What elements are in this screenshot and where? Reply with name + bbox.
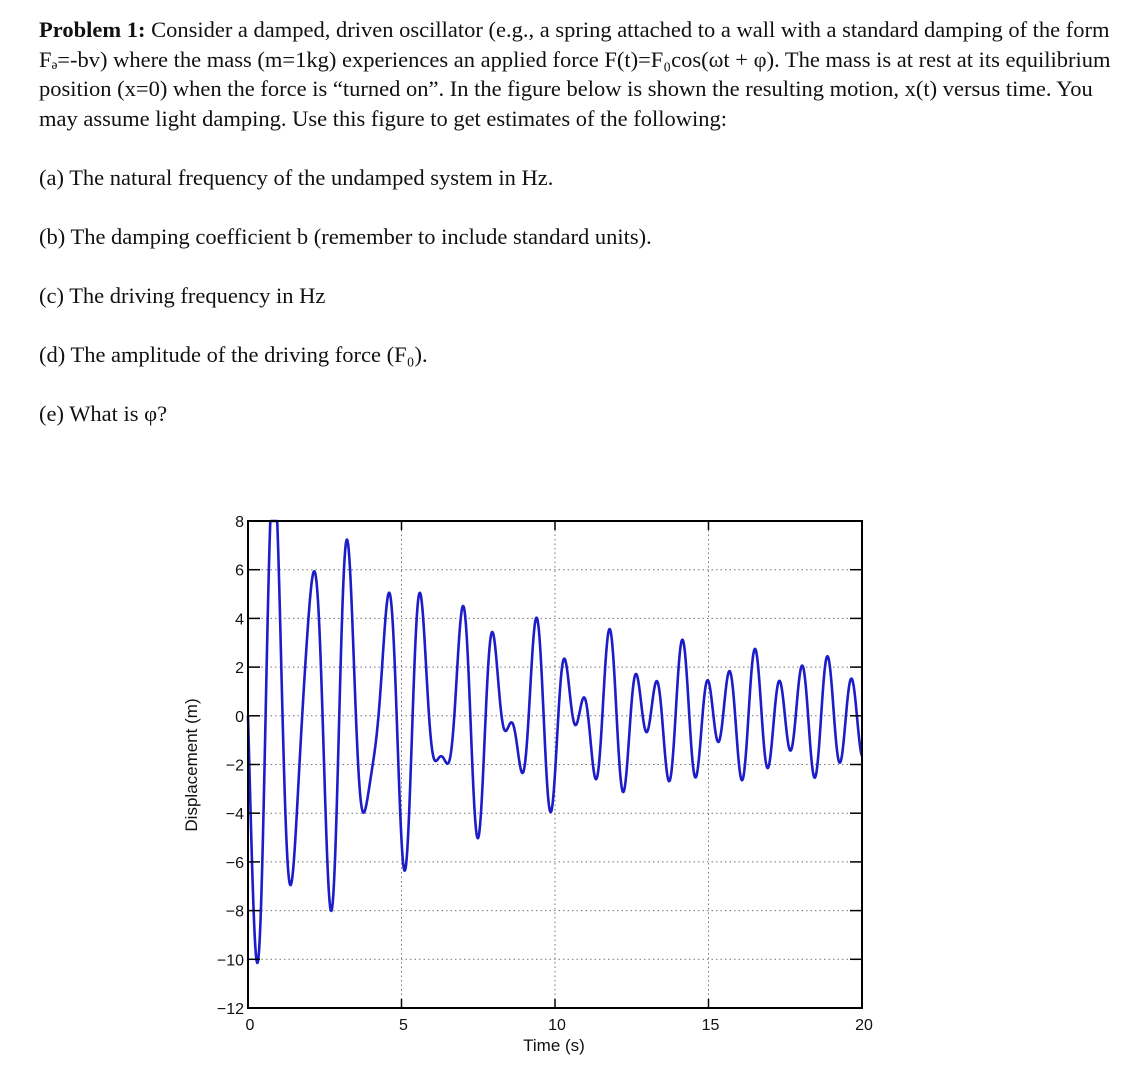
y-tick-label: 2 (235, 660, 244, 678)
x-tick-label: 20 (855, 1017, 873, 1034)
y-tick-label: 0 (235, 708, 244, 726)
y-axis-label: Displacement (m) (182, 698, 201, 832)
y-tick-label: 8 (235, 514, 244, 531)
question-e: (e) What is φ? (39, 401, 168, 426)
y-tick-label: −8 (225, 903, 244, 921)
chart-ticks (217, 514, 873, 1034)
problem-statement: Consider a damped, driven oscillator (e.g., a spring attached to a wall with a standard damping of the form Fₔ=-bv) where the mass (m=1kg) experiences an applied force F(t)=F₀cos(ωt + φ). The mass is at rest at its equilibrium position (x=0) when the force is “turned on”. In the figure below is shown the resulting motion, x(t) versus time. You may assume light damping. Use this figure to get estimates of the following: (39, 17, 1111, 131)
question-a: (a) The natural frequency of the undamped system in Hz. (39, 165, 554, 190)
question-d: (d) The amplitude of the driving force (F₀). (39, 342, 428, 367)
x-tick-label: 0 (245, 1017, 255, 1034)
y-tick-label: −4 (225, 806, 244, 824)
y-tick-label: 6 (235, 562, 244, 580)
problem-label: Problem 1: (39, 17, 146, 42)
y-tick-label: −6 (225, 854, 244, 872)
y-tick-label: 4 (235, 611, 244, 629)
x-tick-label: 10 (548, 1017, 566, 1034)
x-tick-label: 15 (701, 1017, 720, 1034)
question-c: (c) The driving frequency in Hz (39, 283, 326, 308)
x-axis-label: Time (s) (523, 1036, 585, 1055)
y-tick-label: −12 (216, 1001, 244, 1018)
y-tick-label: −2 (225, 757, 244, 775)
x-tick-label: 5 (399, 1017, 408, 1034)
y-tick-label: −10 (216, 952, 244, 970)
question-b: (b) The damping coefficient b (remember to include standard units). (39, 224, 652, 249)
